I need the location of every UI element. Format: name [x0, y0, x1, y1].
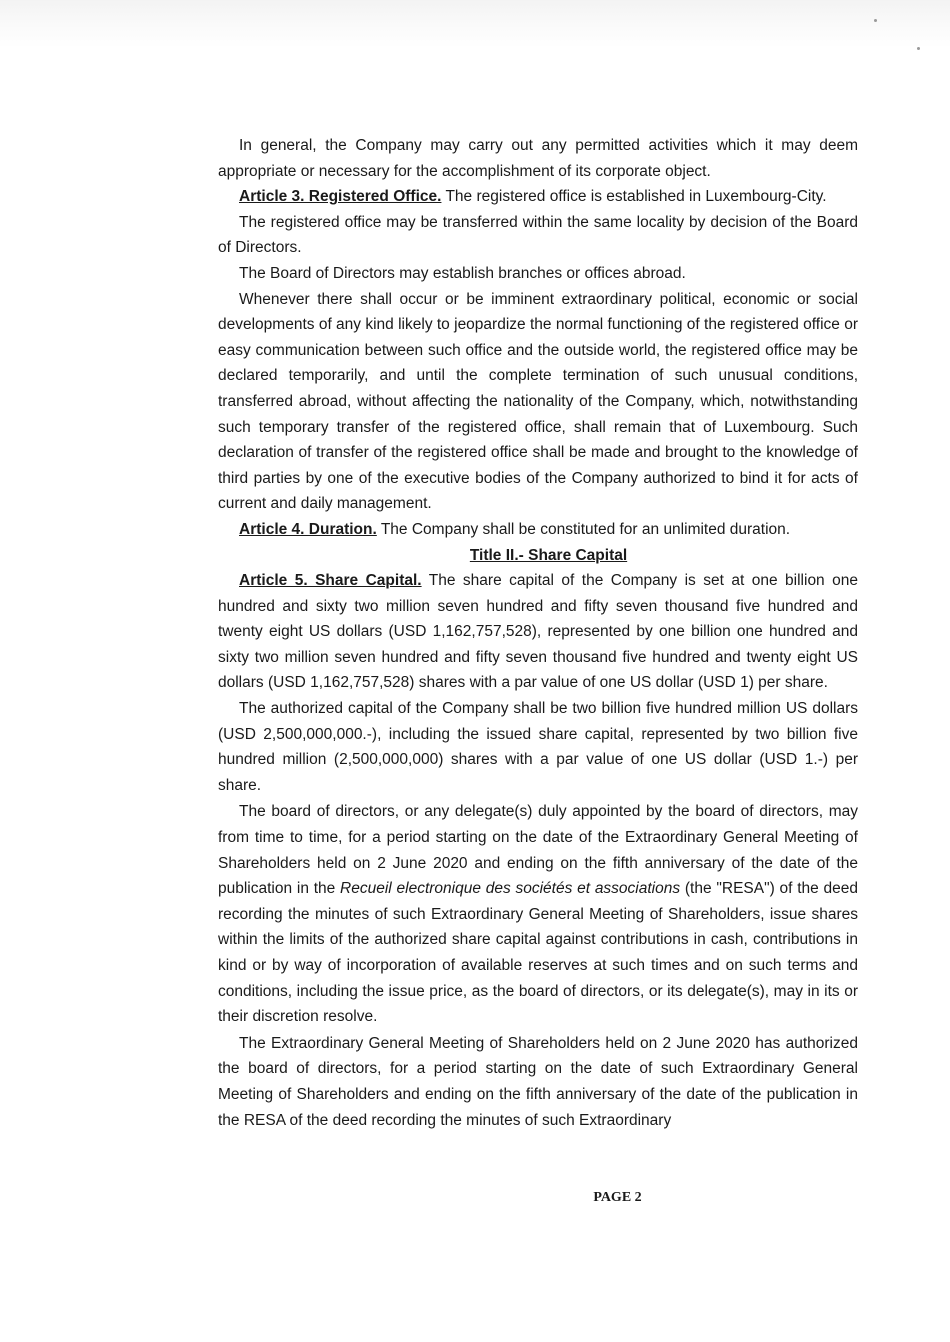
article-text: The registered office is established in Luxembourg-City.	[441, 188, 827, 206]
paragraph: In general, the Company may carry out any permitted activities which it may deem appropriate or necessary for the accomplishment of its corporate object.	[218, 137, 858, 180]
article-heading: Article 3. Registered Office.	[239, 188, 442, 206]
scan-speck	[917, 47, 920, 50]
article-heading: Article 5. Share Capital.	[239, 572, 422, 590]
italic-title: Recueil electronique des sociétés et associations	[340, 880, 681, 898]
article-text: The Company shall be constituted for an unlimited duration.	[376, 520, 791, 538]
paragraph: The Extraordinary General Meeting of Shareholders held on 2 June 2020 has authorized the board of directors, for a period starting on the date of such Extraordinary General Meeting of Shareholders and ending on the fifth anniversary of the date of the publication in the RESA of the deed recording the minutes of such Extraordinary	[218, 1034, 858, 1129]
page-number: PAGE 2	[593, 1190, 642, 1205]
scan-edge-shading	[0, 0, 950, 48]
article-paragraph	[218, 184, 858, 210]
article-paragraph	[218, 568, 858, 696]
document-body	[218, 133, 858, 1133]
paragraph: The registered office may be transferred within the same locality by decision of the Board of Directors.	[218, 213, 858, 257]
paragraph	[218, 799, 858, 1029]
paragraph: The authorized capital of the Company shall be two billion five hundred million US dollars (USD 2,500,000,000.-), including the issued share capital, represented by two billion five hundred million (2,500,000,000) shares with a par value of one US dollar (USD 1.-) per share.	[218, 700, 858, 794]
article-paragraph	[218, 517, 858, 543]
section-title: Title II.- Share Capital	[469, 546, 628, 564]
article-heading: Article 4. Duration.	[239, 520, 377, 538]
paragraph: Whenever there shall occur or be imminent extraordinary political, economic or social developments of any kind likely to jeopardize the normal functioning of the registered office or easy communication between such office and the outside world, the registered office may be declared temporarily, and until the complete termination of such unusual conditions, transferred abroad, without affecting the nationality of the Company, which, notwithstanding such temporary transfer of the registered office, shall remain that of Luxembourg. Such declaration of transfer of the registered office shall be made and brought to the knowledge of third parties by one of the executive bodies of the Company authorized to bind it for acts of current and daily management.	[218, 290, 858, 513]
article-text: The share capital of the Company is set at one billion one hundred and sixty two million seven hundred and fifty seven thousand five hundred and twenty eight US dollars (USD 1,162,757,528), represented by one billion one hundred and sixty two million seven hundred and fifty seven thousand five hundred and twenty eight US dollars (USD 1,162,757,528) shares with a par value of one US dollar (USD 1) per share.	[218, 572, 858, 692]
paragraph-text: (the "RESA") of the deed recording the minutes of such Extraordinary General Meeting of Shareholders, issue shares within the limits of the authorized share capital against contributions in cash, contributions in kind or by way of incorporation of available reserves at such times and on such terms and conditions, including the issue price, as the board of directors, or its delegate(s), may in its or their discretion resolve.	[218, 880, 859, 1026]
scan-speck	[874, 19, 877, 22]
paragraph: The Board of Directors may establish branches or offices abroad.	[239, 264, 686, 282]
paragraph-text: The board of directors, or any delegate(s) duly appointed by the board of directors, may from time to time, for a period starting on the date of the Extraordinary General Meeting of Shareholders held on 2 June 2020 and ending on the fifth anniversary of the date of the publication in the	[218, 803, 858, 898]
